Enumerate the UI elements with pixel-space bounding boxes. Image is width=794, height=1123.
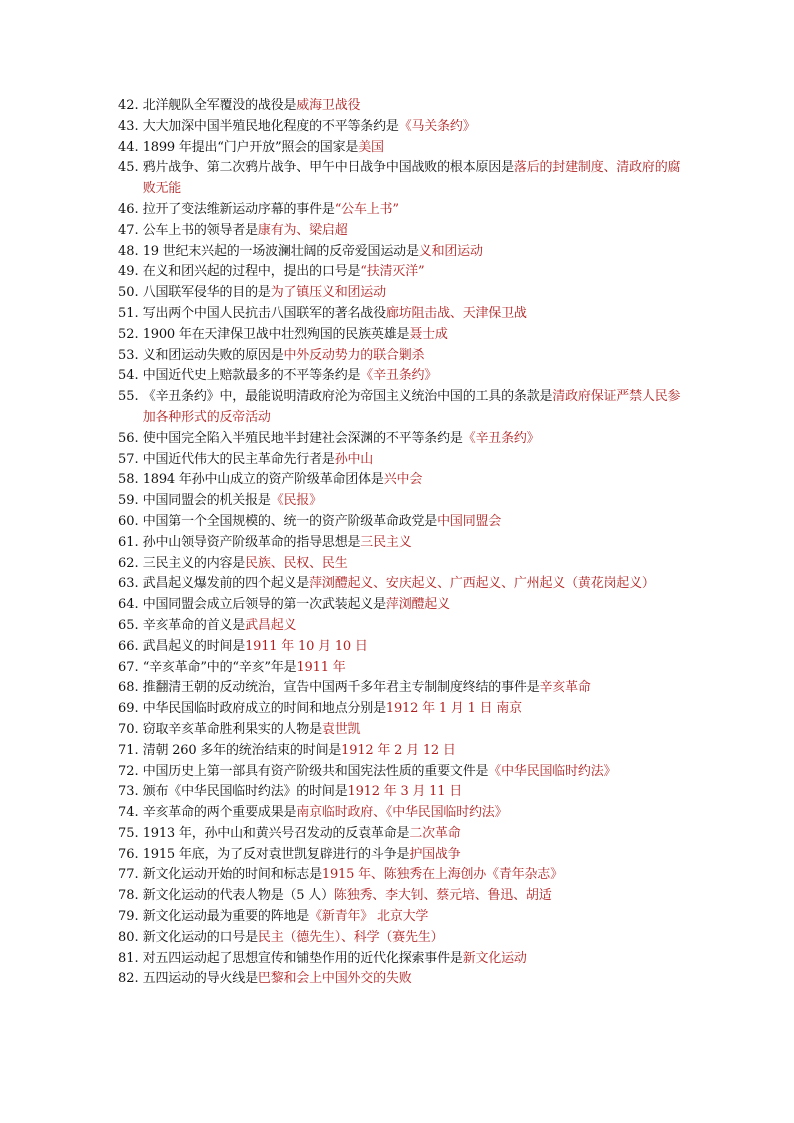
item-number: 54. [118, 368, 139, 384]
item-body [143, 678, 683, 699]
question-text: 使中国完全陷入半殖民地半封建社会深渊的不平等条约是 [142, 430, 463, 446]
question-text: 武昌起义的时间是 [142, 638, 246, 654]
item-number: 44. [118, 139, 139, 155]
answer-text: 武昌起义 [245, 617, 297, 633]
question-text: 中国第一个全国规模的、统一的资产阶级革命政党是 [142, 513, 438, 529]
answer-text: 中国同盟会 [437, 513, 502, 529]
answer-text: 三民主义 [360, 534, 412, 550]
list-item [118, 574, 683, 595]
question-text: 1899 年提出“门户开放”照会的国家是 [142, 139, 359, 155]
question-text: 义和团运动失败的原因是 [142, 347, 284, 363]
item-body [143, 824, 683, 845]
item-body [143, 512, 683, 533]
question-text: 三民主义的内容是 [142, 555, 246, 571]
item-body [143, 242, 683, 263]
question-text: 新文化运动的口号是 [142, 929, 258, 945]
list-item [118, 138, 683, 159]
item-body [143, 637, 683, 658]
answer-text: “公车上书” [334, 201, 399, 217]
list-item [118, 928, 683, 949]
list-item [118, 782, 683, 803]
question-text: 对五四运动起了思想宣传和铺垫作用的近代化探索事件是 [142, 950, 463, 966]
answer-text: 《中华民国临时约法》 [488, 763, 617, 779]
item-body [143, 96, 683, 117]
item-body [143, 158, 683, 200]
answer-text: 南京临时政府、《中华民国临时约法》 [296, 805, 508, 821]
list-item [118, 741, 683, 762]
answer-text: 《民报》 [270, 493, 322, 509]
list-item [118, 907, 683, 928]
question-text: 在义和团兴起的过程中，提出的口号是 [142, 264, 361, 280]
answer-text: 落后的封建制度、清政府的腐败无能 [142, 160, 681, 197]
item-body [143, 845, 683, 866]
item-number: 46. [118, 201, 139, 217]
question-text: 1915 年底，为了反对袁世凯复辟进行的斗争是 [142, 846, 410, 862]
answer-text: 新文化运动 [462, 950, 527, 966]
item-number: 70. [118, 721, 139, 737]
answer-text: 辛亥革命 [539, 680, 591, 696]
list-item [118, 429, 683, 450]
item-number: 43. [118, 118, 139, 134]
item-body [143, 346, 683, 367]
answer-text: 民主（德先生）、科学（赛先生） [257, 929, 444, 945]
question-text: 19 世纪末兴起的一场波澜壮阔的反帝爱国运动是 [142, 243, 419, 259]
item-body [143, 491, 683, 512]
item-body [143, 782, 683, 803]
list-item [118, 969, 683, 990]
question-text: 中国同盟会成立后领导的第一次武装起义是 [142, 597, 386, 613]
item-number: 59. [118, 493, 139, 509]
item-number: 49. [118, 264, 139, 280]
item-number: 71. [118, 742, 139, 758]
item-number: 77. [118, 867, 139, 883]
answer-text: 袁世凯 [321, 721, 361, 737]
question-text: 窃取辛亥革命胜利果实的人物是 [142, 721, 322, 737]
item-body [143, 574, 683, 595]
item-number: 74. [118, 805, 139, 821]
list-item [118, 658, 683, 679]
question-text: 五四运动的导火线是 [142, 971, 258, 987]
answer-text: 中外反动势力的联合剿杀 [283, 347, 425, 363]
list-item [118, 366, 683, 387]
item-body [143, 616, 683, 637]
list-item [118, 720, 683, 741]
item-body [143, 221, 683, 242]
list-item [118, 533, 683, 554]
list-item [118, 865, 683, 886]
question-text: 辛亥革命的两个重要成果是 [142, 805, 297, 821]
question-text: 颁布《中华民国临时约法》的时间是 [142, 784, 348, 800]
list-item [118, 699, 683, 720]
answer-text: 义和团运动 [418, 243, 483, 259]
answer-text: 清政府保证严禁人民参加各种形式的反帝活动 [142, 389, 681, 425]
item-number: 69. [118, 701, 139, 717]
item-body [143, 200, 683, 221]
item-number: 66. [118, 638, 139, 654]
item-body [143, 949, 683, 970]
answer-text: 1915 年、陈独秀在上海创办《青年杂志》 [321, 867, 563, 883]
question-text: 新文化运动开始的时间和标志是 [142, 867, 322, 883]
item-body [143, 865, 683, 886]
list-item [118, 117, 683, 138]
item-body [143, 699, 683, 720]
item-number: 52. [118, 326, 139, 342]
item-number: 55. [118, 389, 139, 405]
list-item [118, 242, 683, 263]
answer-text: 护国战争 [409, 846, 461, 862]
answer-text: 廊坊阻击战、天津保卫战 [385, 305, 527, 321]
item-number: 48. [118, 243, 139, 259]
answer-text: 1911 年 [296, 659, 346, 675]
answer-text: 1911 年 10 月 10 日 [245, 638, 368, 654]
answer-text: “扶清灭洋” [360, 264, 425, 280]
item-body [143, 658, 683, 679]
item-body [143, 283, 683, 304]
item-body [143, 803, 683, 824]
question-text: 《辛丑条约》中，最能说明清政府沦为帝国主义统治中国的工具的条款是 [142, 389, 553, 405]
answer-text: 《马关条约》 [398, 118, 476, 134]
answer-text: 为了镇压义和团运动 [270, 285, 386, 301]
answer-text: 1912 年 1 月 1 日 南京 [385, 701, 522, 717]
question-text: 中国近代史上赔款最多的不平等条约是 [142, 368, 361, 384]
item-number: 47. [118, 222, 139, 238]
item-number: 58. [118, 472, 139, 488]
item-number: 60. [118, 513, 139, 529]
item-number: 72. [118, 763, 139, 779]
question-text: 中国历史上第一部具有资产阶级共和国宪法性质的重要文件是 [142, 763, 489, 779]
question-text: 公车上书的领导者是 [142, 222, 258, 238]
list-item [118, 616, 683, 637]
question-text: 孙中山领导资产阶级革命的指导思想是 [142, 534, 361, 550]
answer-text: 《辛丑条约》 [462, 430, 540, 446]
item-body [143, 470, 683, 491]
question-text: “辛亥革命”中的“辛亥”年是 [142, 659, 297, 675]
list-item [118, 678, 683, 699]
question-text: 中国同盟会的机关报是 [142, 493, 271, 509]
answer-text: 康有为、梁启超 [257, 222, 348, 238]
answer-text: 威海卫战役 [296, 98, 361, 113]
question-text: 清朝 260 多年的统治结束的时间是 [142, 742, 342, 758]
item-number: 65. [118, 617, 139, 633]
item-number: 50. [118, 285, 139, 301]
answer-text: 陈独秀、李大钊、蔡元培、鲁迅、胡适 [333, 888, 552, 904]
item-number: 51. [118, 305, 139, 321]
question-text: 推翻清王朝的反动统治，宣告中国两千多年君主专制制度终结的事件是 [142, 680, 540, 696]
list-item [118, 346, 683, 367]
list-item [118, 803, 683, 824]
question-text: 北洋舰队全军覆没的战役是 [142, 98, 297, 113]
item-body [143, 366, 683, 387]
item-body [143, 928, 683, 949]
question-text: 新文化运动的代表人物是（5 人） [142, 888, 334, 904]
item-number: 53. [118, 347, 139, 363]
answer-text: 民族、民权、民生 [245, 555, 348, 571]
item-body [143, 554, 683, 575]
list-item [118, 325, 683, 346]
item-body [143, 262, 683, 283]
answer-text: 二次革命 [409, 825, 461, 841]
item-number: 61. [118, 534, 139, 550]
answer-text: 1912 年 3 月 11 日 [347, 784, 463, 800]
question-text: 辛亥革命的首义是 [142, 617, 246, 633]
answer-text: 1912 年 2 月 12 日 [341, 742, 456, 758]
item-number: 78. [118, 888, 139, 904]
item-number: 45. [118, 160, 139, 176]
answer-text: 美国 [358, 139, 384, 155]
answer-text: 《辛丑条约》 [360, 368, 438, 384]
list-item [118, 283, 683, 304]
question-text: 中华民国临时政府成立的时间和地点分别是 [142, 701, 386, 717]
item-number: 73. [118, 784, 139, 800]
item-body [143, 720, 683, 741]
answer-text: 萍浏醴起义 [385, 597, 450, 613]
item-number: 67. [118, 659, 139, 675]
list-item [118, 304, 683, 325]
question-text: 武昌起义爆发前的四个起义是 [142, 576, 310, 592]
item-body [143, 741, 683, 762]
item-number: 42. [118, 98, 139, 113]
list-item [118, 845, 683, 866]
question-text: 1913 年，孙中山和黄兴号召发动的反袁革命是 [142, 825, 410, 841]
list-item [118, 554, 683, 575]
item-body [143, 595, 683, 616]
item-body [143, 117, 683, 138]
item-body [143, 886, 683, 907]
list-item [118, 949, 683, 970]
list-item [118, 470, 683, 491]
item-body [143, 969, 683, 990]
question-text: 1894 年孙中山成立的资产阶级革命团体是 [142, 472, 384, 488]
list-item [118, 595, 683, 616]
item-number: 62. [118, 555, 139, 571]
question-text: 八国联军侵华的目的是 [142, 285, 271, 301]
item-number: 81. [118, 950, 139, 966]
list-item [118, 158, 683, 200]
item-number: 76. [118, 846, 139, 862]
item-number: 56. [118, 430, 139, 446]
item-body [143, 138, 683, 159]
question-text: 新文化运动最为重要的阵地是 [142, 909, 310, 925]
item-body [143, 387, 683, 429]
answer-text: 孙中山 [334, 451, 374, 467]
item-body [143, 762, 683, 783]
question-text: 大大加深中国半殖民地化程度的不平等条约是 [142, 118, 399, 134]
item-body [143, 304, 683, 325]
list-item [118, 637, 683, 658]
item-number: 82. [118, 971, 139, 987]
list-item [118, 512, 683, 533]
question-text: 鸦片战争、第二次鸦片战争、甲午中日战争中国战败的根本原因是 [142, 160, 514, 176]
list-item [118, 387, 683, 429]
list-item [118, 886, 683, 907]
question-text: 拉开了变法维新运动序幕的事件是 [142, 201, 335, 217]
answer-text: 巴黎和会上中国外交的失败 [257, 971, 412, 987]
list-item [118, 450, 683, 471]
item-number: 75. [118, 825, 139, 841]
question-text: 中国近代伟大的民主革命先行者是 [142, 451, 335, 467]
list-item [118, 824, 683, 845]
question-text: 写出两个中国人民抗击八国联军的著名战役 [142, 305, 386, 321]
answer-text: 萍浏醴起义、安庆起义、广西起义、广州起义（黄花岗起义） [309, 576, 655, 592]
item-body [143, 533, 683, 554]
question-text: 1900 年在天津保卫战中壮烈殉国的民族英雄是 [142, 326, 410, 342]
item-number: 64. [118, 597, 139, 613]
answer-text: 《新青年》 北京大学 [309, 909, 429, 925]
list-item [118, 221, 683, 242]
item-body [143, 325, 683, 346]
item-number: 68. [118, 680, 139, 696]
qa-list [118, 96, 683, 990]
item-body [143, 429, 683, 450]
item-number: 79. [118, 909, 139, 925]
list-item [118, 262, 683, 283]
answer-text: 兴中会 [383, 472, 423, 488]
list-item [118, 491, 683, 512]
list-item [118, 762, 683, 783]
item-number: 63. [118, 576, 139, 592]
item-number: 80. [118, 929, 139, 945]
item-number: 57. [118, 451, 139, 467]
answer-text: 聂士成 [409, 326, 448, 342]
list-item [118, 200, 683, 221]
item-body [143, 450, 683, 471]
item-body [143, 907, 683, 928]
list-item [118, 96, 683, 117]
